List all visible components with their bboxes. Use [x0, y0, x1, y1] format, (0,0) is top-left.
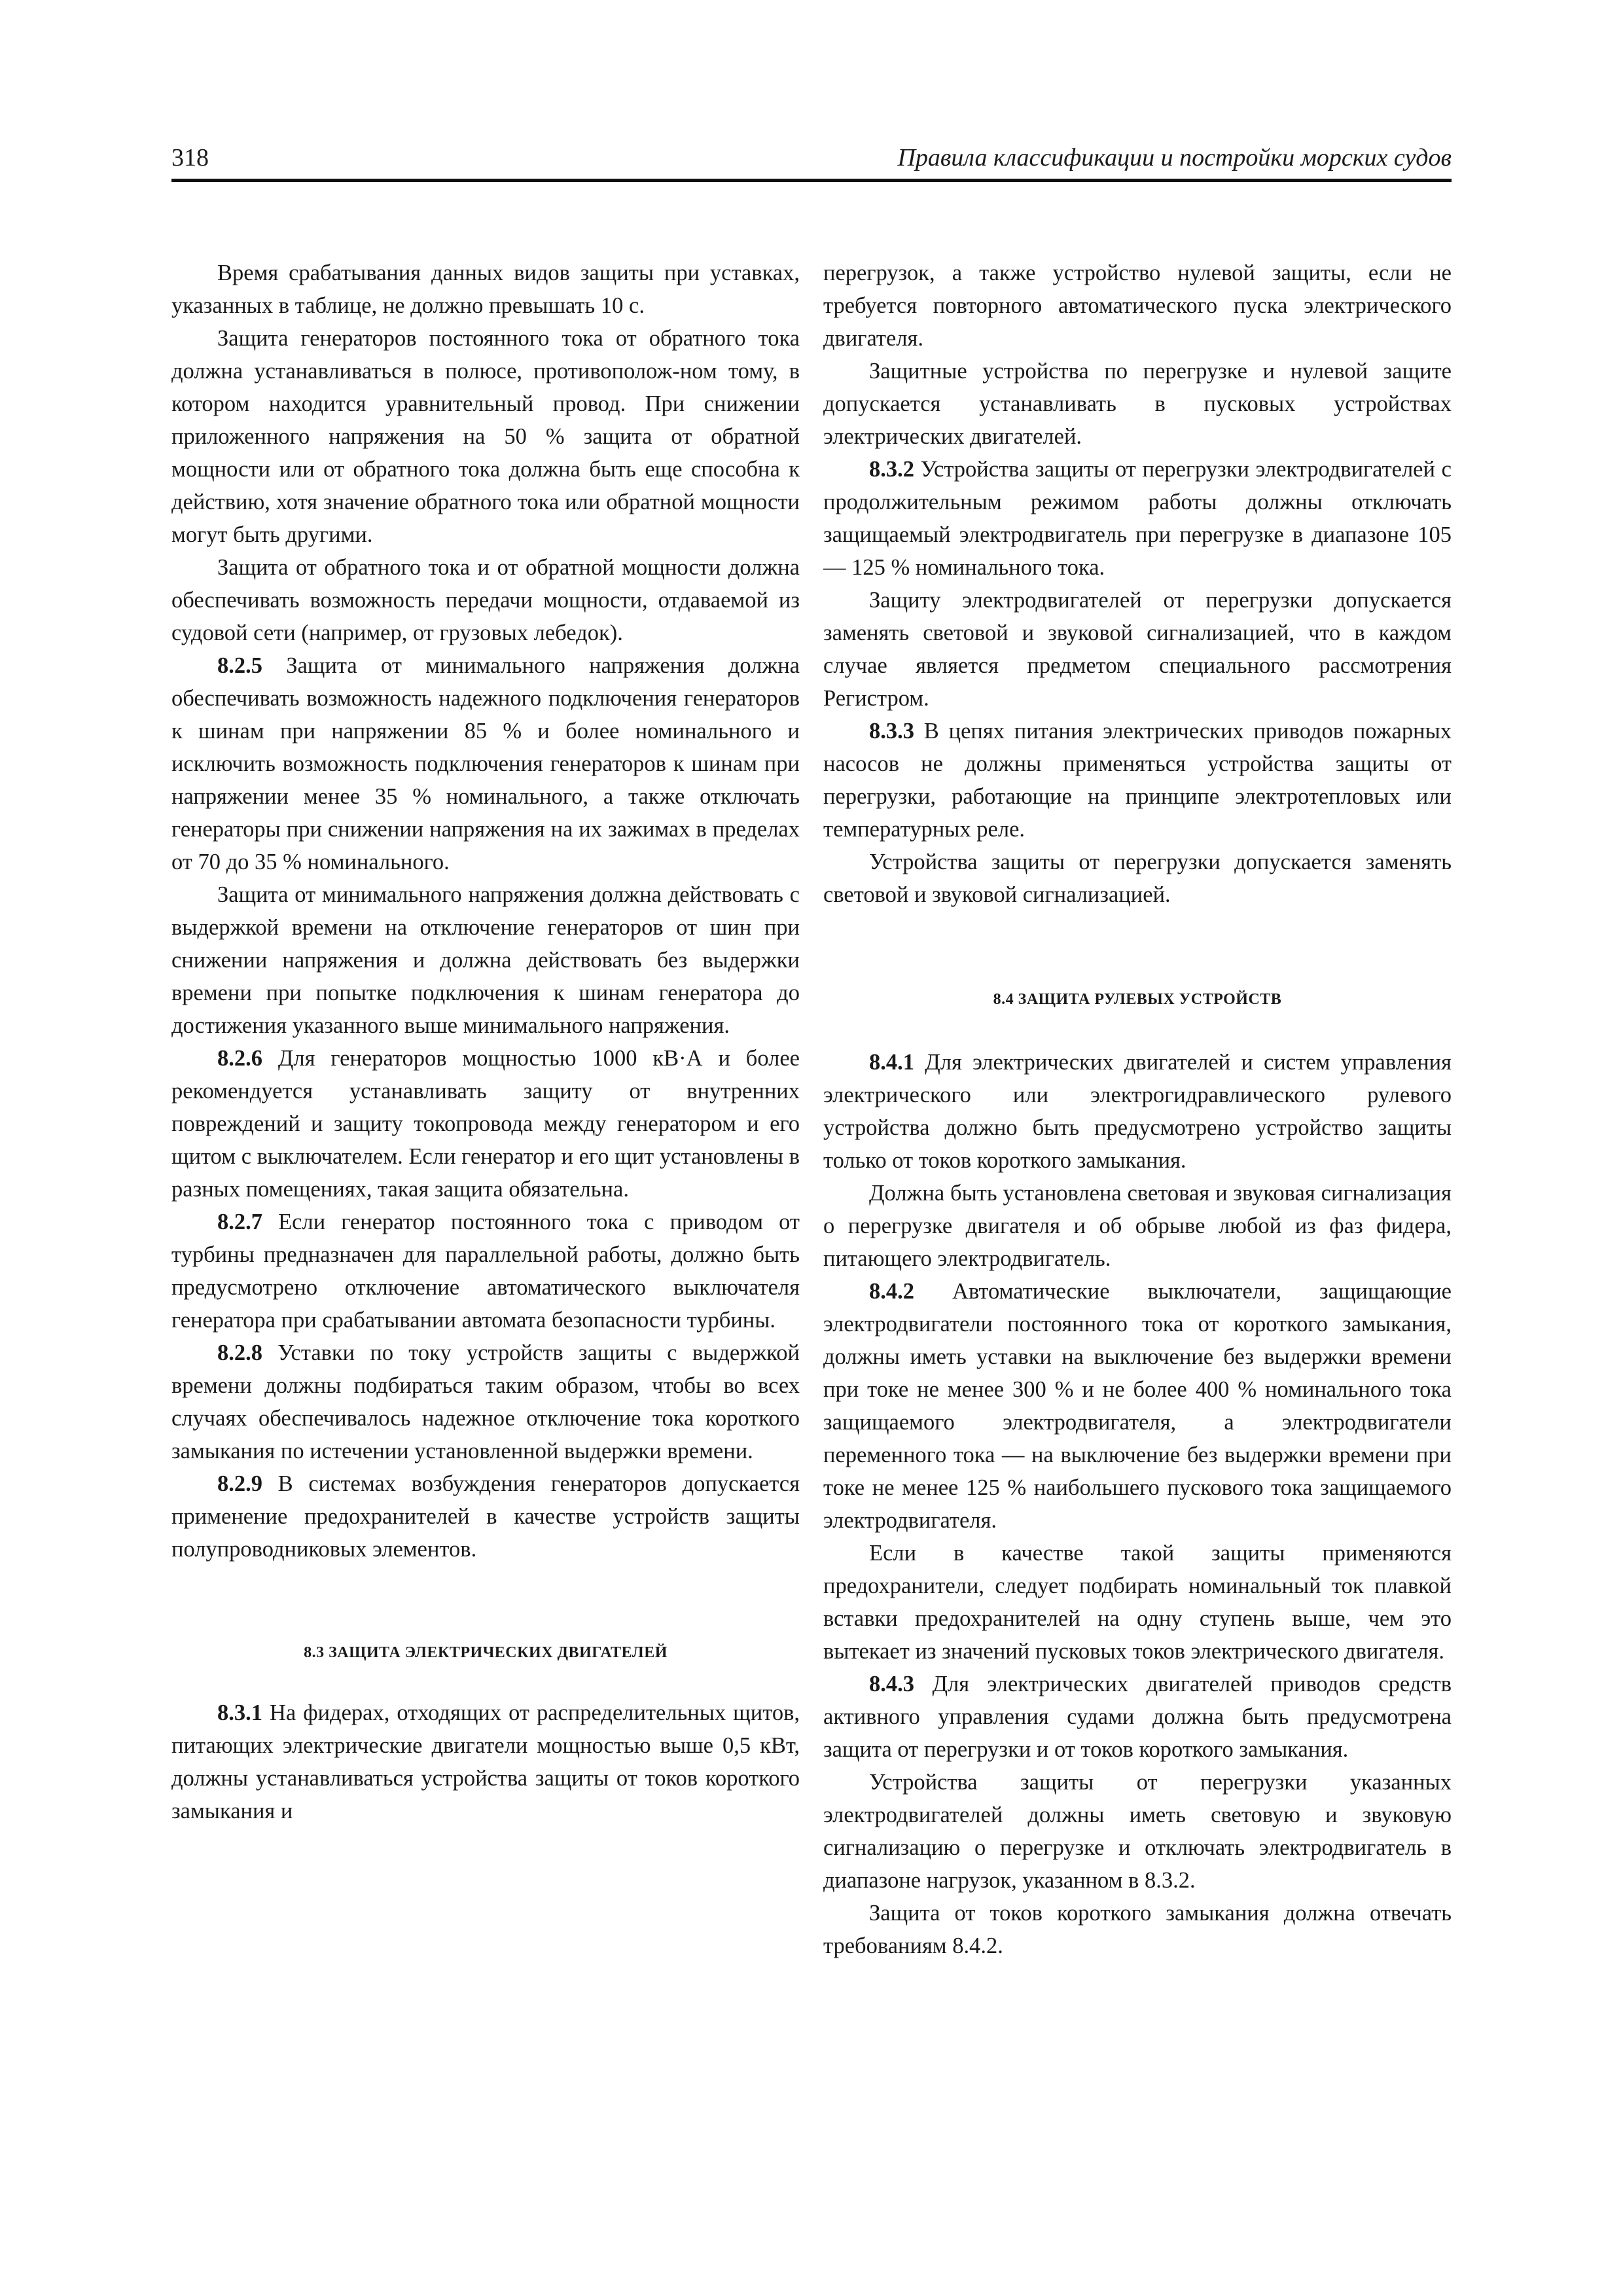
right-column — [823, 257, 1452, 1962]
clause-text: Защита от минимального напряжения должна обеспечивать возможность надежного подключения генераторов к шинам при напряжении 85 % и более номинального и исключить возможность подключения генераторов к шинам при напряжении менее 35 % номинального, а также отключать генераторы при снижении напряжения на их зажимах в пределах от 70 до 35 % номинального. — [171, 653, 800, 874]
clause-8-4-2 — [823, 1275, 1452, 1537]
clause-number: 8.2.7 — [217, 1210, 262, 1234]
clause-8-2-7 — [171, 1206, 800, 1336]
running-title: Правила классификации и постройки морских судов — [897, 144, 1452, 171]
page-number: 318 — [171, 144, 209, 171]
clause-8-3-1 — [171, 1696, 800, 1827]
paragraph: Защитные устройства по перегрузке и нулевой защите допускается устанавливать в пусковых устройствах электрических двигателей. — [823, 359, 1452, 449]
left-column — [171, 257, 800, 1827]
clause-number: 8.3.2 — [869, 457, 914, 482]
paragraph: Защита от обратного тока и от обратной мощности должна обеспечивать возможность передачи мощности, отдаваемой из судовой сети (например, от грузовых лебедок). — [171, 555, 800, 645]
clause-8-2-6 — [171, 1042, 800, 1206]
clause-text: Для электрических двигателей приводов средств активного управления судами должна быть предусмотрена защита от перегрузки и от токов короткого замыкания. — [823, 1672, 1452, 1762]
clause-text: Для электрических двигателей и систем управления электрического или электрогидравлического рулевого устройства должно быть предусмотрено устройство защиты только от токов короткого замыкания. — [823, 1050, 1452, 1173]
section-heading-8-4: 8.4 ЗАЩИТА РУЛЕВЫХ УСТРОЙСТВ — [993, 991, 1282, 1008]
clause-8-2-9 — [171, 1467, 800, 1566]
clause-number: 8.2.6 — [217, 1046, 262, 1071]
clause-text: Для генераторов мощностью 1000 кВ·А и более рекомендуется устанавливать защиту от внутренних повреждений и защиту токопровода между генератором и его щитом с выключателем. Если генератор и его щит установлены в разных помещениях, такая защита обязательна. — [171, 1046, 800, 1202]
clause-text: Автоматические выключатели, защищающие электродвигатели постоянного тока от короткого замыкания, должны иметь уставки на выключение без выдержки времени при токе не менее 300 % и не более 400 % номинального тока защищаемого электродвигателя, а электродвигатели переменного тока — на выключение без выдержки времени при токе не менее 125 % наибольшего пускового тока защищаемого электродвигателя. — [823, 1279, 1452, 1533]
paragraph: Защита генераторов постоянного тока от обратного тока должна устанавливаться в полюсе, противополож-ном тому, в котором находится уравнительный провод. При снижении приложенного напряжения на 50 % защита от обратной мощности или от обратного тока должна быть еще способна к действию, хотя значение обратного тока или обратной мощности могут быть другими. — [171, 326, 800, 547]
clause-number: 8.4.3 — [869, 1672, 914, 1696]
clause-number: 8.2.9 — [217, 1471, 262, 1496]
paragraph: Защита от минимального напряжения должна действовать с выдержкой времени на отключение генераторов от шин при снижении напряжения и должна действовать без выдержки времени при попытке подключения к шинам генератора до достижения указанного выше минимального напряжения. — [171, 882, 800, 1038]
clause-number: 8.4.1 — [869, 1050, 914, 1075]
paragraph: Защиту электродвигателей от перегрузки допускается заменять световой и звуковой сигнализацией, что в каждом случае является предметом специального рассмотрения Регистром. — [823, 588, 1452, 711]
paragraph: Должна быть установлена световая и звуковая сигнализация о перегрузке двигателя и об обрыве любой из фаз фидера, питающего электродвигатель. — [823, 1181, 1452, 1271]
clause-8-2-5 — [171, 649, 800, 878]
paragraph: Устройства защиты от перегрузки допускается заменять световой и звуковой сигнализацией. — [823, 850, 1452, 907]
clause-number: 8.3.3 — [869, 719, 914, 744]
paragraph: перегрузок, а также устройство нулевой защиты, если не требуется повторного автоматического пуска электрического двигателя. — [823, 260, 1452, 351]
clause-8-4-3 — [823, 1668, 1452, 1766]
clause-text: На фидерах, отходящих от распределительных щитов, питающих электрические двигатели мощностью выше 0,5 кВт, должны устанавливаться устройства защиты от токов короткого замыкания и — [171, 1700, 800, 1823]
clause-8-4-1 — [823, 1046, 1452, 1177]
clause-number: 8.2.5 — [217, 653, 262, 678]
clause-text: Устройства защиты от перегрузки электродвигателей с продолжительным режимом работы должны отключать защищаемый электродвигатель при перегрузке в диапазоне 105 — 125 % номинального тока. — [823, 457, 1452, 580]
clause-text: Если генератор постоянного тока с приводом от турбины предназначен для параллельной работы, должно быть предусмотрено отключение автоматического выключателя генератора при срабатывании автомата безопасности турбины. — [171, 1210, 800, 1333]
clause-text: Уставки по току устройств защиты с выдержкой времени должны подбираться таким образом, чтобы во всех случаях обеспечивалось надежное отключение тока короткого замыкания по истечении установленной выдержки времени. — [171, 1340, 800, 1463]
clause-number: 8.4.2 — [869, 1279, 914, 1304]
clause-number: 8.2.8 — [217, 1340, 262, 1365]
section-heading-8-3: 8.3 ЗАЩИТА ЭЛЕКТРИЧЕСКИХ ДВИГАТЕЛЕЙ — [304, 1644, 668, 1661]
header-rule — [171, 179, 1452, 182]
paragraph: Защита от токов короткого замыкания должна отвечать требованиям 8.4.2. — [823, 1901, 1452, 1958]
clause-number: 8.3.1 — [217, 1700, 262, 1725]
clause-text: В системах возбуждения генераторов допускается применение предохранителей в качестве устройств защиты полупроводниковых элементов. — [171, 1471, 800, 1562]
clause-8-3-3 — [823, 715, 1452, 846]
paragraph: Если в качестве такой защиты применяются предохранители, следует подбирать номинальный ток плавкой вставки предохранителей на одну ступень выше, чем это вытекает из значений пусковых токов электрического двигателя. — [823, 1541, 1452, 1664]
clause-8-2-8 — [171, 1336, 800, 1467]
paragraph: Время срабатывания данных видов защиты при уставках, указанных в таблице, не должно превышать 10 с. — [171, 260, 800, 318]
paragraph: Устройства защиты от перегрузки указанных электродвигателей должны иметь световую и звуковую сигнализацию о перегрузке и отключать электродвигатель в диапазоне нагрузок, указанном в 8.3.2. — [823, 1770, 1452, 1893]
clause-8-3-2 — [823, 453, 1452, 584]
clause-text: В цепях питания электрических приводов пожарных насосов не должны применяться устройства защиты от перегрузки, работающие на принципе электротепловых или температурных реле. — [823, 719, 1452, 842]
